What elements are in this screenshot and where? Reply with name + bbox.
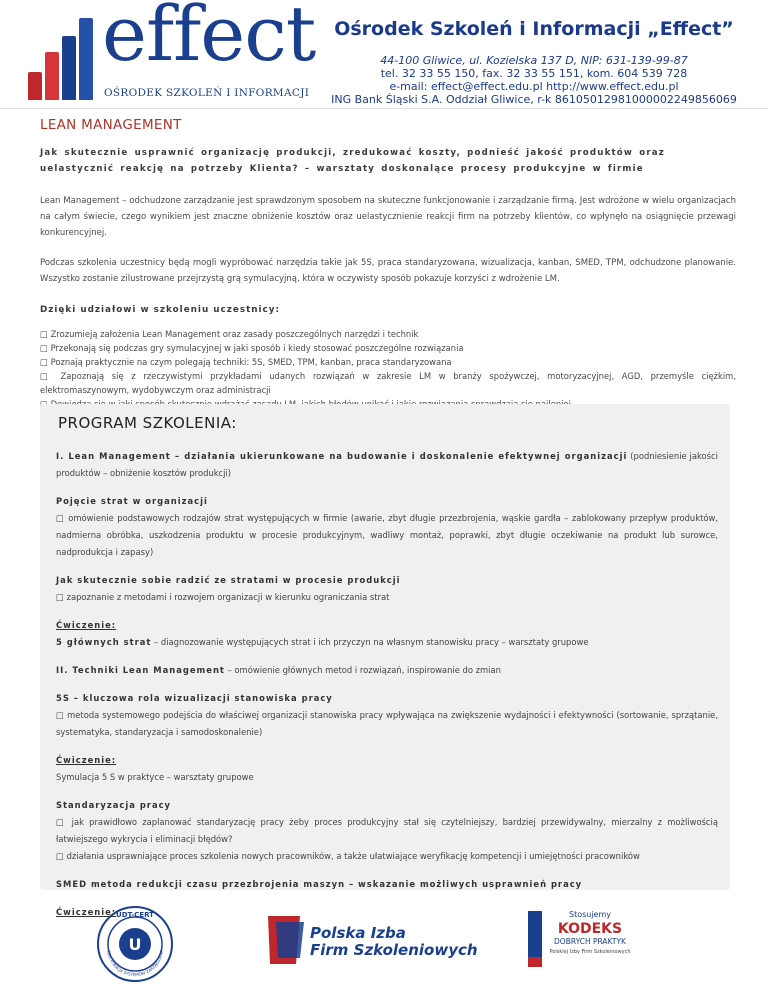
program-section-1 (56, 448, 718, 482)
program-block-handling (56, 572, 718, 606)
organization-contact (300, 54, 768, 106)
footer-logos (0, 900, 768, 994)
program-block-smed (56, 876, 718, 893)
logo-bar (28, 72, 42, 100)
list-item: □ Zapoznają się z rzeczywistymi przykładami udanych rozwiązań w zakresie LM w branży spożywczej, motoryzacyjnej, AGD, przemyśle ciężkim, elektromaszynowym, wydobywczym oraz administracji (40, 371, 736, 395)
benefits-heading: Dzięki udziałowi w szkoleniu uczestnicy: (40, 305, 281, 315)
list-item: □ Przekonają się podczas gry symulacyjnej w jaki sposób i kiedy stosować poszczególne rozwiązania (40, 343, 464, 353)
block-heading: Standaryzacja pracy (56, 800, 172, 810)
kodeks-sub: DOBRYCH PRAKTYK (554, 937, 626, 946)
logo-bar (79, 18, 93, 100)
exercise-text: – diagnozowanie występujących strat i ich przyczyn na własnym stanowisku pracy – warsztaty grupowe (151, 637, 589, 647)
udt-cert-logo (98, 907, 172, 981)
program-title: PROGRAM SZKOLENIA: (58, 414, 237, 432)
lead-question: Jak skutecznie usprawnić organizację produkcji, zredukować koszty, podnieść jakość produktów oraz uelastycznić reakcję na potrzeby Klienta? – warsztaty doskonalące procesy produkcyjne w firmie (40, 148, 665, 174)
exercise-text: Symulacja 5 S w praktyce – warsztaty grupowe (56, 772, 254, 782)
page-footer (0, 900, 768, 994)
pifs-line-2: Firm Szkoleniowych (310, 941, 478, 959)
benefits-list (40, 327, 736, 411)
program-content (56, 414, 718, 921)
block-text: □ metoda systemowego podejścia do właściwej organizacji stanowiska pracy wpływająca na zwiększenie wydajności i efektywności (sortowanie, sprzątanie, systematyka, standaryzacja i samodoskonalenie) (56, 710, 718, 737)
bank-line: ING Bank Śląski S.A. Oddział Gliwice, r-k 86105012981000002249856069 (331, 93, 737, 106)
organization-title: Ośrodek Szkoleń i Informacji „Effect” (334, 18, 734, 40)
section-text: – omówienie głównych metod i rozwiązań, inspirowanie do zmian (224, 665, 501, 675)
kodeks-top: Stosujemy (568, 910, 612, 919)
logo-bar (62, 36, 76, 100)
effect-logo (22, 0, 316, 102)
cert-center-text: U (128, 935, 142, 954)
header-divider (0, 108, 768, 109)
block-text: □ zapoznanie z metodami i rozwojem organizacji w kierunku ograniczania strat (56, 592, 390, 602)
program-block-standard (56, 797, 718, 865)
logo-bars-icon (28, 16, 108, 100)
block-heading: 5S – kluczowa rola wizualizacji stanowiska pracy (56, 693, 333, 703)
section-title: LEAN MANAGEMENT (40, 117, 182, 133)
address-line: 44-100 Gliwice, ul. Kozielska 137 D, NIP: 631-139-99-87 (380, 54, 688, 67)
list-item: □ Poznają praktycznie na czym polegają techniki: 5S, SMED, TPM, kanban, praca standaryzowana (40, 357, 452, 367)
cert-arc-text: CERTYFIKACJA SYSTEMÓW ZARZĄDZANIA (106, 949, 164, 978)
block-heading: Pojęcie strat w organizacji (56, 496, 208, 506)
program-block-5s (56, 690, 718, 741)
kodeks-main: KODEKS (557, 921, 623, 937)
section-heading: I. Lean Management – działania ukierunkowane na budowanie i doskonalenie efektywnej organizacji (56, 451, 628, 461)
exercise-label: Ćwiczenie: (56, 907, 117, 917)
section-heading: II. Techniki Lean Management (56, 665, 225, 675)
kodeks-bottom: Polskiej Izby Firm Szkoleniowych (549, 949, 631, 955)
program-section-2 (56, 662, 718, 679)
block-text: □ omówienie podstawowych rodzajów strat występujących w firmie (awarie, zbyt długie przezbrojenia, wąskie gardła – zablokowany przepływ produktów, nadmierna obróbka, uszkodzenia produktu w procesie produkcyjnym, wadliwy montaż, poprawki, zbyt długie oczekiwanie na produkt lub surowce, nadprodukcja i zapasy) (56, 513, 718, 557)
exercise-title: 5 głównych strat (56, 637, 152, 647)
block-heading: SMED metoda redukcji czasu przezbrojenia maszyn – wskazanie możliwych usprawnień pracy (56, 879, 583, 889)
block-text: □ działania usprawniające proces szkolenia nowych pracowników, a także ułatwiające weryfikację kompetencji i umiejętności pracowników (56, 851, 640, 861)
contact-line[interactable]: e-mail: effect@effect.edu.pl http://www.effect.edu.pl (389, 80, 679, 93)
main-content (40, 112, 736, 411)
block-heading: Jak skutecznie sobie radzić ze stratami w procesie produkcji (56, 575, 401, 585)
page-header (0, 0, 768, 112)
logo-subtitle: OŚRODEK SZKOLEŃ I INFORMACJI (104, 87, 310, 99)
logo-bar (45, 52, 59, 100)
tools-paragraph: Podczas szkolenia uczestnicy będą mogli wypróbować narzędzia takie jak 5S, praca standaryzowana, wizualizacja, kanban, SMED, TPM, odchudzone planowanie. Wszystko zostanie zilustrowane przejrzystą grą symulacyjną, która w oczywisty sposób pokazuje korzyści z wdrożenie LM. (40, 258, 736, 284)
exercise-label: Ćwiczenie: (56, 620, 117, 630)
pifs-logo (268, 916, 478, 964)
cert-ring-text: UDT-CERT (116, 911, 154, 919)
exercise-1 (56, 617, 718, 651)
exercise-label: Ćwiczenie: (56, 755, 117, 765)
phone-line: tel. 32 33 55 150, fax. 32 33 55 151, kom. 604 539 728 (380, 67, 688, 80)
block-text: □ jak prawidłowo zaplanować standaryzację pracy żeby proces produkcyjny stał się czytelniejszy, bardziej przewidywalny, mierzalny z możliwością łatwiejszego wykrycia i eliminacji błędów? (56, 817, 718, 844)
program-block-losses (56, 493, 718, 561)
exercise-2 (56, 752, 718, 786)
section-note: (podniesienie jakości produktów – obniżenie kosztów produkcji) (56, 451, 718, 478)
list-item: □ Zrozumieją założenia Lean Management oraz zasady poszczególnych narzędzi i technik (40, 329, 419, 339)
pifs-line-1: Polska Izba (310, 924, 406, 942)
intro-paragraph: Lean Management – odchudzone zarządzanie jest sprawdzonym sposobem na skuteczne funkcjonowanie i zarządzanie firmą. Jest wdrożone w wielu organizacjach na całym świecie, czego wynikiem jest znaczne obniżenie kosztów oraz uelastycznienie reakcji firm na potrzeby klientów, co wpłynęło na osiągnięcie przewagi konkurencyjnej. (40, 196, 736, 238)
logo-word: effect (102, 0, 316, 78)
kodeks-logo (528, 910, 631, 967)
